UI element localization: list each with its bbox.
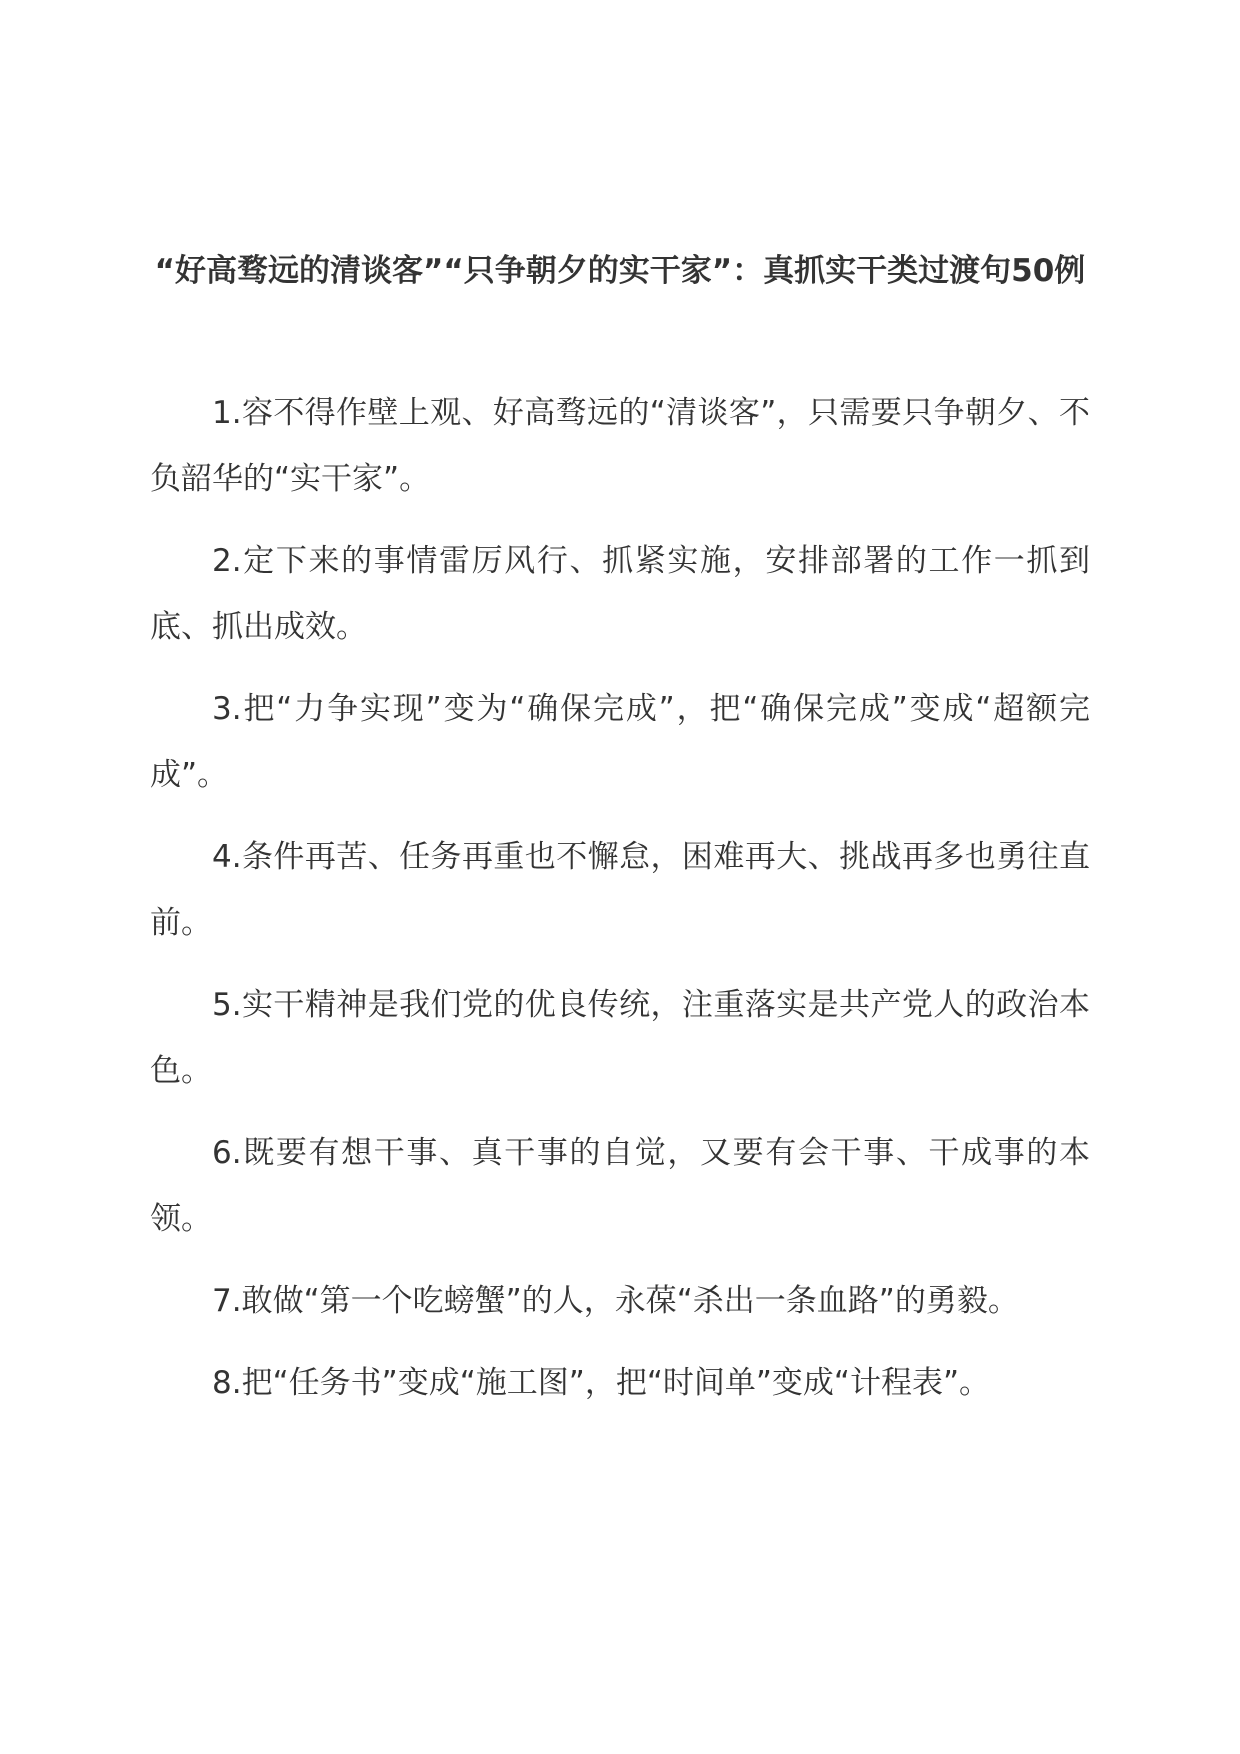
sentence-item-2: 2.定下来的事情雷厉风行、抓紧实施，安排部署的工作一抓到底、抓出成效。 — [150, 543, 1090, 645]
document-title: “好高骛远的清谈客”“只争朝夕的实干家”：真抓实干类过渡句50例 — [154, 253, 1086, 289]
sentence-item-5: 5.实干精神是我们党的优良传统，注重落实是共产党人的政治本色。 — [150, 987, 1090, 1089]
sentence-item-3: 3.把“力争实现”变为“确保完成”，把“确保完成”变成“超额完成”。 — [150, 691, 1090, 793]
sentence-item-7: 7.敢做“第一个吃螃蟹”的人，永葆“杀出一条血路”的勇毅。 — [212, 1283, 1019, 1319]
sentence-list — [150, 380, 1090, 1432]
sentence-item-4: 4.条件再苦、任务再重也不懈怠，困难再大、挑战再多也勇往直前。 — [150, 839, 1090, 941]
sentence-item-6: 6.既要有想干事、真干事的自觉，又要有会干事、干成事的本领。 — [150, 1135, 1090, 1237]
sentence-item-1: 1.容不得作壁上观、好高骛远的“清谈客”，只需要只争朝夕、不负韶华的“实干家”。 — [150, 395, 1090, 497]
sentence-item-8: 8.把“任务书”变成“施工图”，把“时间单”变成“计程表”。 — [212, 1365, 991, 1401]
